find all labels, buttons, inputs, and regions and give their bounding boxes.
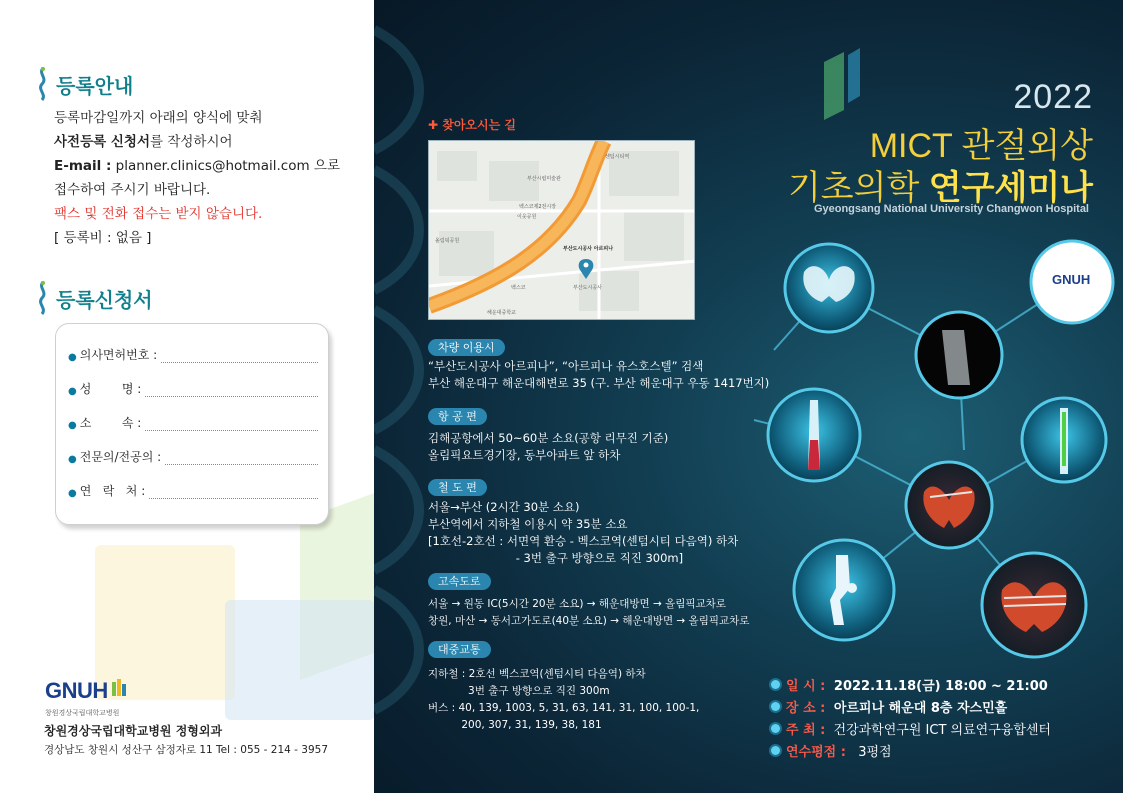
- event-credits: 연수평점 : 3평점: [771, 741, 892, 760]
- bullet-icon: ●: [68, 386, 77, 397]
- input-line[interactable]: [145, 385, 318, 397]
- form-field-name[interactable]: ● 성 명 :: [68, 380, 318, 397]
- form-field-license[interactable]: ● 의사면허번호 :: [68, 346, 318, 363]
- implant-bone-icon: [1022, 398, 1106, 482]
- event-venue: 장 소 : 아르피나 해운대 8층 자스민홀: [771, 697, 1007, 716]
- warning-text: 팩스 및 전화 접수는 받지 않습니다.: [54, 206, 263, 222]
- badge-rail: 철 도 편: [428, 479, 487, 496]
- event-year: 2022: [1013, 78, 1093, 116]
- pelvis-large-scan-icon: [982, 553, 1086, 657]
- input-line[interactable]: [165, 453, 318, 465]
- registration-panel: [0, 0, 374, 793]
- transit-info: 지하철 : 2호선 벡스코역(센텀시티 다음역) 하차 3번 출구 방향으로 직진 300m 버스 : 40, 139, 1003, 5, 31, 63, 141, 31, 100, 100-1, 200, 307, 31, 139, 38, 181: [428, 668, 700, 731]
- badge-air: 항 공 편: [428, 408, 487, 425]
- registration-form: [55, 323, 329, 525]
- bullet-icon: ●: [68, 420, 77, 431]
- bullet-icon: ●: [68, 352, 77, 363]
- event-title-line2: 기초의학 연구세미나: [787, 169, 1093, 207]
- input-line[interactable]: [145, 419, 318, 431]
- hospital-subtitle: Gyeongsang National University Changwon Hospital: [813, 203, 1089, 215]
- registration-text: 등록마감일까지 아래의 양식에 맞춰 사전등록 신청서를 작성하시어 E-mail : planner.clinics@hotmail.com 으로 접수하여 주시기 바랍니다. 팩스 및 전화 접수는 받지 않습니다. [ 등록비 : 없음 ]: [54, 106, 340, 250]
- spine-icon: [36, 280, 50, 316]
- badge-car: 차량 이용시: [428, 339, 505, 356]
- femur-bone-icon: [768, 389, 860, 481]
- highway-info: 서울 → 원동 IC(5시간 20분 소요) → 해운대방면 → 올림픽교차로 창원, 마산 → 동서고가도로(40분 소요) → 해운대방면 → 올림픽교차로: [428, 598, 750, 627]
- bullet-icon: [771, 746, 780, 755]
- form-field-affiliation[interactable]: ● 소 속 :: [68, 414, 318, 431]
- address: 경상남도 창원시 성산구 삼정자로 11 Tel : 055 - 214 - 3957: [44, 744, 329, 756]
- fee-text: [ 등록비 : 없음 ]: [54, 230, 152, 246]
- rail-info: 서울→부산 (2시간 30분 소요) 부산역에서 지하철 이용시 약 35분 소요 [1호선-2호선 : 서면역 환승 - 벡스코역(센텀시티 다음역) 하차 - 3번 출구 방향으로 직진 300m]: [428, 500, 739, 565]
- badge-highway: 고속도로: [428, 573, 491, 590]
- form-field-contact[interactable]: ● 연 락 처 :: [68, 482, 318, 499]
- pelvis-bone-icon: [785, 244, 873, 332]
- department-name: 창원경상국립대학교병원 정형외과: [44, 724, 223, 738]
- xray-image-icon: [916, 312, 1002, 398]
- location-map[interactable]: 부산시립미술관 벡스코제2전시장 이웃공원 센텀시티역 부산도시공사 아르피나 해운대중학교 부산도시공사 벡스코 올림픽공원: [428, 140, 695, 320]
- bullet-icon: ●: [68, 454, 77, 465]
- seminar-panel: [374, 0, 1123, 793]
- badge-public-transit: 대중교통: [428, 641, 491, 658]
- bullet-icon: [771, 724, 780, 733]
- input-line[interactable]: [149, 487, 318, 499]
- form-heading: 등록신청서: [36, 280, 153, 316]
- email-link[interactable]: planner.clinics@hotmail.com: [111, 158, 310, 174]
- hospital-name-small: 창원경상국립대학교병원: [45, 709, 120, 717]
- decor-shape-blue: [225, 600, 374, 720]
- knee-joint-icon: [794, 540, 894, 640]
- bullet-icon: [771, 702, 780, 711]
- event-title-line1: MICT 관절외상: [869, 127, 1093, 165]
- gnuh-logo: GNUH: [45, 678, 127, 704]
- decor-shape-yellow: [95, 545, 235, 700]
- air-info: 김해공항에서 50~60분 소요(공항 리무진 기준) 올림픽요트경기장, 동부아파트 앞 하차: [428, 431, 669, 462]
- event-datetime: 일 시 : 2022.11.18(금) 18:00 ~ 21:00: [771, 675, 1048, 694]
- form-field-specialty[interactable]: ● 전문의/전공의 :: [68, 448, 318, 465]
- gnuh-badge-logo: GNUH: [1052, 272, 1091, 287]
- event-host: 주 최 : 건강과학연구원 ICT 의료연구융합센터: [771, 719, 1051, 738]
- directions-title: ✚ 찾아오시는 길: [428, 118, 516, 132]
- registration-heading: 등록안내: [36, 66, 133, 102]
- car-info: “부산도시공사 아르피나”, “아르피나 유스호스텔” 검색 부산 해운대구 해운대해변로 35 (구. 부산 해운대구 우동 1417번지): [428, 359, 770, 390]
- bullet-icon: ●: [68, 488, 77, 499]
- pelvis-scan-icon: [906, 462, 992, 548]
- logo-mark-icon: [111, 678, 127, 698]
- spine-icon: [36, 66, 50, 102]
- bullet-icon: [771, 680, 780, 689]
- input-line[interactable]: [161, 351, 318, 363]
